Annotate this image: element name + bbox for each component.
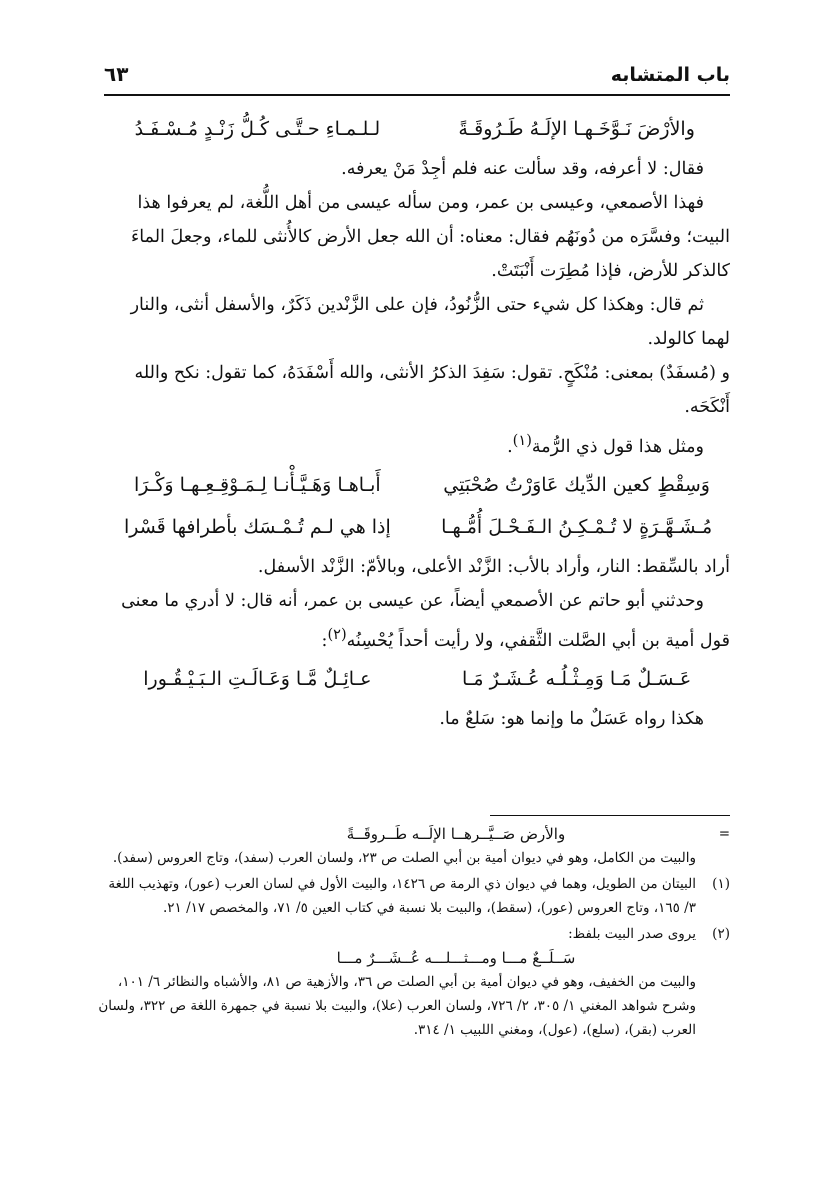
running-header xyxy=(104,58,730,96)
footnote-divider xyxy=(490,815,730,816)
verse-line xyxy=(104,660,730,698)
verse-first-hemistich: عَـسَـلٌ مَـا وَمِـثْـلُـه عُـشَـرٌ مَـا xyxy=(462,667,692,690)
footnote-text: البيتان من الطويل، وهما في ديوان ذي الرمة ص ١٤٢٦، والبيت الأول في لسان العرب (عور)، وتهذيب اللغة ٣/ ١٦٥، وتاج العروس (عور)، (سقط)، والبيت بلا نسبة في كتاب العين ٥/ ٧١، والمخصص ١٧/ ٢١. xyxy=(108,876,696,916)
footnote-verse: سَــلَــعٌ مـــا ومـــثـــلـــه عُــشَـــرٌ مـــا xyxy=(336,949,576,967)
verse-first-hemistich: مُـشَـهَّـرَةٍ لا تُـمْـكِـنُ الـفَـحْـلَ أُمُّـهـا xyxy=(441,515,713,538)
paragraph: فقال: لا أعرفه، وقد سألت عنه فلم أجِدْ مَنْ يعرفه. xyxy=(341,159,704,179)
footnote-mark: (٢) xyxy=(712,926,730,942)
footnote-text: والبيت من الخفيف، وهو في ديوان أمية بن أبي الصلت ص ٣٦، والأزهية ص ٨١، والأشباه والنظائر ٦/ ١٠١، وشرح شواهد المغني ١/ ٣٠٥، ٢/ ٧٢٦، ولسان العرب (علا)، والبيت بلا نسبة في جمهرة اللغة ص ٣٢٢، ولسان العرب (بقر)، (سلع)، (عول)، ومغني اللبيب ١/ ٣١٤. xyxy=(98,974,696,1038)
verse-second-hemistich: لـلـمـاءِ حـتَّـى كُـلُّ زَنْـدٍ مُـسْـفَـدُ xyxy=(134,118,381,140)
footnote-continuation xyxy=(96,822,730,870)
paragraph-text: ومثل هذا قول ذي الرُّمة xyxy=(531,436,704,457)
footnote-verse: والأرض صَــيَّــرهــا الإلَــه طَــروقَــةً xyxy=(346,825,566,843)
paragraph: وحدثني أبو حاتم عن الأصمعي أيضاً، عن عيسى بن عمر، أنه قال: لا أدري ما معنى قول أمية بن أبي الصَّلت الثَّقفي، ولا رأيت أحداً يُحْسِنُه$^{(٢)}$: xyxy=(121,590,730,651)
paragraph: فهذا الأصمعي، وعيسى بن عمر، ومن سأله عيسى من أهل اللُّغة، لم يعرفوا هذا البيت؛ وفسَّرَه من دُونَهُم فقال: معناه: أن الله جعل الأرض كالأُنثى للماء، وجعلَ الماءَ كالذكر للأرض، فإذا مُطِرَت أَنْبَتَتْ. xyxy=(131,193,730,281)
verse-second-hemistich: أَبـاهـا وَهَـيَّـأْنـا لِـمَـوْقِـعِـهـا وَكْـرَا xyxy=(134,473,381,496)
main-text xyxy=(104,108,730,736)
chapter-title: باب المتشابه xyxy=(610,64,730,86)
paragraph-text: وحدثني أبو حاتم عن الأصمعي أيضاً، عن عيسى بن عمر، أنه قال: لا أدري ما معنى قول أمية بن أبي الصَّلت الثَّقفي، ولا رأيت أحداً يُحْسِنُه xyxy=(121,590,730,651)
verse-second-hemistich: عـائِـلٌ مَّـا وَعَـالَـتِ الـبَـيْـقُـورا xyxy=(143,667,372,690)
paragraph: أراد بالسِّقط: النار، وأراد بالأب: الزَّنْد الأعلى، وبالأمّ: الزَّنْد الأسفل. xyxy=(257,556,730,577)
verse-first-hemistich: والأرْضَ نَـوَّخَـهـا الإلَـهُ طَـرُوقَـةً xyxy=(458,118,695,140)
footnote-1 xyxy=(96,872,730,920)
footnote-intro: يروى صدر البيت بلفظ: xyxy=(568,926,696,942)
verse-second-hemistich: إذا هي لـم تُـمْـسَك بأطرافها قَسْرا xyxy=(123,515,391,538)
footnotes xyxy=(96,822,730,1044)
footnote-2 xyxy=(96,922,730,1042)
footnote-ref: (١) xyxy=(512,432,532,449)
verse-first-hemistich: وَسِقْطٍ كعين الدِّيك عَاوَرْتُ صُحْبَتِي xyxy=(443,473,710,496)
footnote-mark: (١) xyxy=(712,876,730,892)
footnote-text: والبيت من الكامل، وهو في ديوان أمية بن أبي الصلت ص ٢٣، ولسان العرب (سفد)، وتاج العروس (سفد). xyxy=(112,850,696,866)
paragraph: ومثل هذا قول ذي الرُّمة$^{(١)}$. xyxy=(507,432,704,457)
verse-line xyxy=(104,508,730,546)
paragraph: ثم قال: وهكذا كل شيء حتى الزُّنُودُ، فإن على الزَّنْدين ذَكَرٌ، والأسفل أنثى، والنار لهما كالولد. xyxy=(130,295,730,349)
paragraph: هكذا رواه عَسَلٌ ما وإنما هو: سَلعٌ ما. xyxy=(439,708,704,729)
footnote-ref: (٢) xyxy=(327,625,347,643)
page-number: ٦٣ xyxy=(104,62,129,86)
paragraph: و (مُسفَدٌ) بمعنى: مُنْكَحٍ. تقول: سَفِدَ الذكرُ الأنثى، والله أَسْفَدَهُ، كما تقول: نكح والله أَنْكَحَه. xyxy=(134,363,730,417)
verse-line xyxy=(104,466,730,504)
footnote-mark: = xyxy=(718,826,730,842)
verse-line xyxy=(104,110,730,148)
